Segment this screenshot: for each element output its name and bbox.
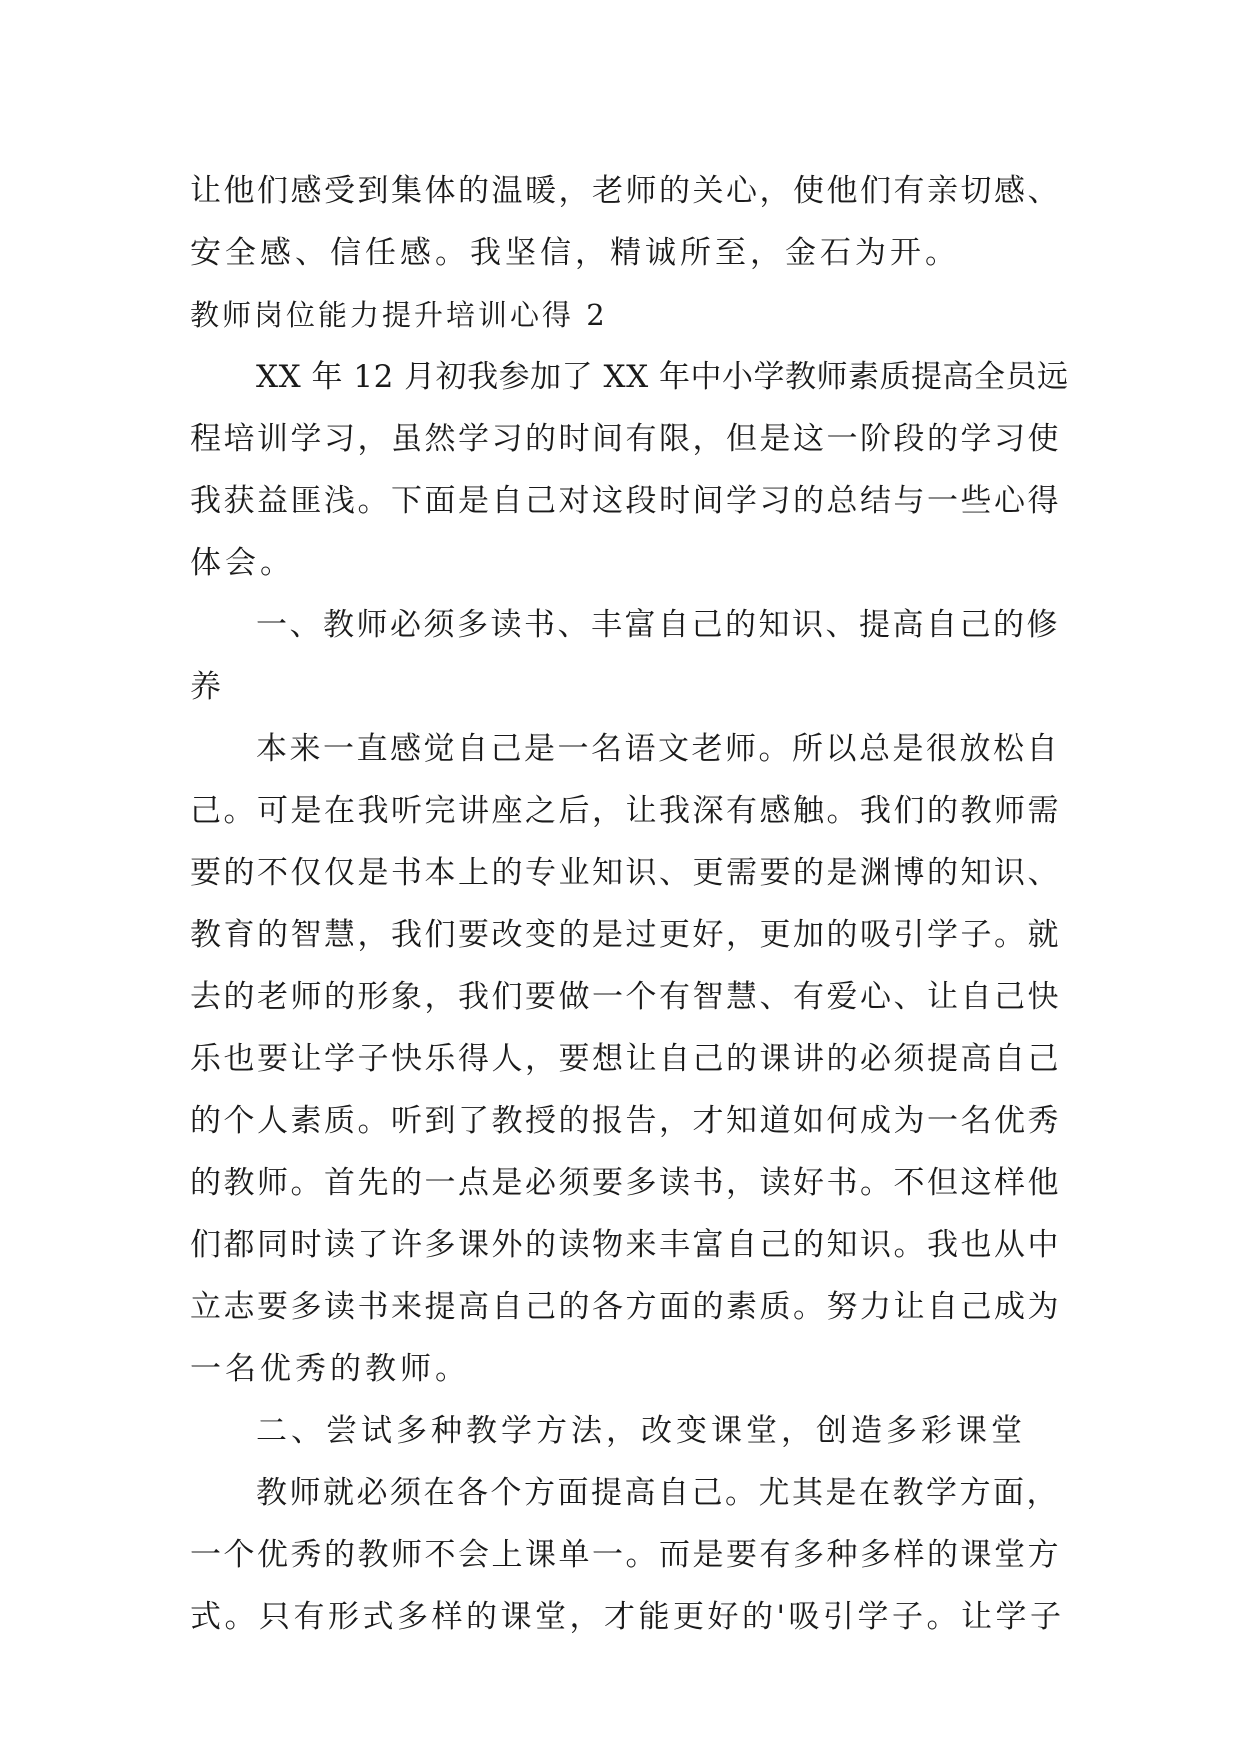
text-line: 体会。 (190, 545, 295, 581)
text-line: 安全感、信任感。我坚信，精诚所至，金石为开。 (190, 235, 960, 271)
text-line: 们都同时读了许多课外的读物来丰富自己的知识。我也从中 (190, 1227, 1061, 1263)
text-line: 程培训学习，虽然学习的时间有限，但是这一阶段的学习使 (190, 421, 1061, 457)
subheading-line: 二、尝试多种教学方法，改变课堂，创造多彩课堂 (256, 1413, 1026, 1449)
section-title: 教师岗位能力提升培训心得 2 (190, 298, 608, 332)
text-line: 己。可是在我听完讲座之后，让我深有感触。我们的教师需 (190, 793, 1061, 829)
text-line: 一个优秀的教师不会上课单一。而是要有多种多样的课堂方 (190, 1537, 1061, 1573)
subheading-line: 一、教师必须多读书、丰富自己的知识、提高自己的修 (256, 607, 1060, 643)
text-line: 要的不仅仅是书本上的专业知识、更需要的是渊博的知识、 (190, 855, 1061, 891)
text-line: 我获益匪浅。下面是自己对这段时间学习的总结与一些心得 (190, 483, 1061, 519)
text-line: XX 年 12 月初我参加了 XX 年中小学教师素质提高全员远 (256, 359, 1069, 395)
text-line: 教师就必须在各个方面提高自己。尤其是在教学方面， (256, 1475, 1060, 1511)
text-line: 的教师。首先的一点是必须要多读书，读好书。不但这样他 (190, 1165, 1061, 1201)
text-line: 一名优秀的教师。 (190, 1351, 470, 1387)
subheading-line: 养 (190, 669, 225, 705)
document-body (190, 160, 1070, 1648)
text-line: 去的老师的形象，我们要做一个有智慧、有爱心、让自己快 (190, 979, 1061, 1015)
text-line: 让他们感受到集体的温暖，老师的关心，使他们有亲切感、 (190, 173, 1061, 209)
text-line: 教育的智慧，我们要改变的是过更好，更加的吸引学子。就 (190, 917, 1061, 953)
text-line: 本来一直感觉自己是一名语文老师。所以总是很放松自 (256, 731, 1060, 767)
text-line: 乐也要让学子快乐得人，要想让自己的课讲的必须提高自己 (190, 1041, 1061, 1077)
text-line: 立志要多读书来提高自己的各方面的素质。努力让自己成为 (190, 1289, 1061, 1325)
text-line: 式。只有形式多样的课堂，才能更好的'吸引学子。让学子 (190, 1599, 1065, 1635)
text-line: 的个人素质。听到了教授的报告，才知道如何成为一名优秀 (190, 1103, 1061, 1139)
